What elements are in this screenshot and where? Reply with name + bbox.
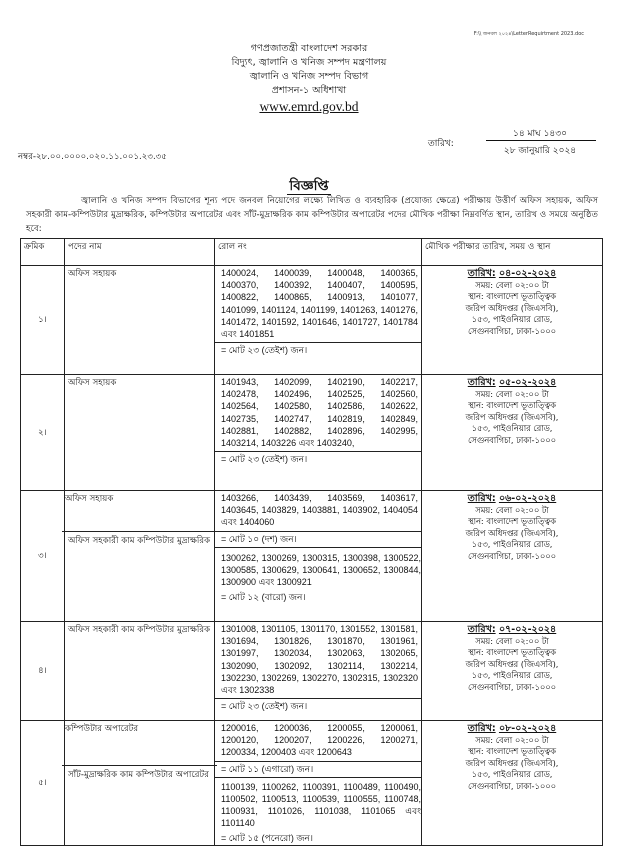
header-schedule: মৌখিক পরীক্ষার তারিখ, সময় ও স্থান [422, 239, 603, 266]
row-serial: ৩। [21, 491, 65, 622]
branch-name: প্রশাসন-১ অধিশাখা [271, 85, 347, 96]
viva-date [424, 624, 600, 636]
header-post: পদের নাম [65, 239, 215, 266]
roll-total: = মোট ১২ (বারো) জন। [221, 592, 306, 603]
table-header-row [21, 239, 603, 266]
row-schedule [422, 622, 603, 721]
table-row [21, 491, 603, 622]
website-link[interactable]: www.emrd.gov.bd [259, 99, 359, 114]
roll-list: 1400024, 1400039, 1400048, 1400365, 1400370, 1400392, 1400407, 1400595, 1400822, 1400865, 1400913, 1401077, 1401099, 1401124, 1401199, 1401263, 1401276, 1401472, 1401592, 1401646, 1401727, 1401784 এবং 1401851 [221, 268, 418, 340]
date-value: ০৫-০২-২০২৪ [498, 377, 557, 388]
date-label: তারিখ: [428, 139, 454, 149]
venue-line: জরিপ অধিদপ্তর (জিএসবি), [465, 658, 559, 669]
memo-number: নম্বর-২৮.০০.০০০০.০২০.১১.০০১.২৩.৩৫ [18, 152, 167, 162]
row-post: অফিস সহকারী কাম কম্পিউটার মুদ্রাক্ষরিক [65, 622, 215, 721]
post-name: অফিস সহকারী কাম কম্পিউটার মুদ্রাক্ষরিক [68, 536, 211, 546]
venue-line: ১৫৩, পাইওনিয়ার রোড, [471, 423, 553, 433]
venue-line: জরিপ অধিদপ্তর (জিএসবি), [465, 302, 559, 313]
viva-time: সময়: বেলা ০২:০০ টা [475, 635, 549, 646]
row-serial: ৪। [21, 622, 65, 721]
govt-name: গণপ্রজাতন্ত্রী বাংলাদেশ সরকার [250, 43, 368, 54]
roll-list: 1401943, 1402099, 1402190, 1402217, 1402478, 1402496, 1402525, 1402560, 1402564, 1402580, 1402586, 1402622, 1402735, 1402747, 1402819, 1402849, 1402881, 1402882, 1402896, 1402995, 1403214, 1403226 এবং 1403240, [221, 377, 418, 449]
row-serial: ১। [21, 266, 65, 375]
header-roll: রোল নং [215, 239, 422, 266]
venue-line: সেগুনবাগিচা, ঢাকা-১০০০ [467, 780, 557, 791]
row-post [65, 721, 215, 846]
roll-total: = মোট ২৩ (তেইশ) জন। [215, 342, 421, 356]
venue-line: সেগুনবাগিচা, ঢাকা-১০০০ [467, 325, 557, 336]
viva-date [424, 723, 600, 735]
venue-line: জরিপ অধিদপ্তর (জিএসবি), [465, 411, 559, 422]
post-name: সাঁট-মুদ্রাক্ষরিক কাম কম্পিউটার অপারেটর [68, 770, 209, 780]
venue-line: জরিপ অধিদপ্তর (জিএসবি), [465, 757, 559, 768]
date-divider [486, 140, 596, 141]
roll-total: = মোট ১৫ (পনেরো) জন। [221, 832, 314, 843]
venue-line: ১৫৩, পাইওনিয়ার রোড, [471, 314, 553, 324]
row-post [65, 491, 215, 622]
roll-total: = মোট ২৩ (তেইশ) জন। [215, 698, 421, 712]
viva-time: সময়: বেলা ০২:০০ টা [475, 388, 549, 399]
notice-intro: জ্বালানি ও খনিজ সম্পদ বিভাগের শূন্য পদে জনবল নিয়োগের লক্ষ্যে লিখিত ও ব্যবহারিক (প্রযোজ্য ক্ষেত্রে) পরীক্ষায় উত্তীর্ণ অফিস সহায়ক, অফিস সহকারী কাম-কম্পিউটার মুদ্রাক্ষরিক, কম্পিউটার অপারেটর এবং সাঁট-মুদ্রাক্ষরিক কাম কম্পিউটার অপারেটর পদের মৌখিক পরীক্ষা নিম্নবর্ণিত স্থান, তারিখ ও সময়ে অনুষ্ঠিত হবে: [26, 196, 598, 234]
row-serial: ২। [21, 375, 65, 491]
division-name: জ্বালানি ও খনিজ সম্পদ বিভাগ [249, 71, 369, 82]
viva-time: সময়: বেলা ০২:০০ টা [475, 734, 549, 745]
viva-date [424, 493, 600, 505]
viva-date [424, 377, 600, 389]
venue-line: ১৫৩, পাইওনিয়ার রোড, [471, 539, 553, 549]
table-row [21, 721, 603, 846]
date-value: ০৬-০২-২০২৪ [498, 493, 557, 504]
roll-total: = মোট ১০ (দশ) জন। [215, 531, 421, 545]
date-value: ০৮-০২-২০২৪ [498, 723, 557, 734]
venue-line: স্থান: বাংলাদেশ ভূতাত্ত্বিক [468, 400, 556, 410]
roll-list: 1200016, 1200036, 1200055, 1200061, 1200120, 1200207, 1200226, 1200271, 1200334, 1200403 এবং 1200643 [221, 723, 418, 758]
roll-list: 1300262, 1300269, 1300315, 1300398, 1300522, 1300585, 1300629, 1300641, 1300652, 1300844, 1300900 এবং 1300921 [215, 547, 421, 589]
letterhead [0, 42, 618, 115]
notice-title-text: বিজ্ঞপ্তি [289, 178, 329, 194]
venue-line: সেগুনবাগিচা, ঢাকা-১০০০ [467, 434, 557, 445]
roll-list: 1403266, 1403439, 1403569, 1403617, 1403645, 1403829, 1403881, 1403902, 1404054 এবং 1404060 [221, 493, 418, 528]
venue-line: স্থান: বাংলাদেশ ভূতাত্ত্বিক [468, 516, 556, 526]
venue-line: ১৫৩, পাইওনিয়ার রোড, [471, 670, 553, 680]
row-schedule [422, 491, 603, 622]
table-row [21, 622, 603, 721]
viva-schedule-table [20, 238, 603, 846]
date-label: তারিখ: [467, 493, 496, 504]
roll-total: = মোট ২৩ (তেইশ) জন। [215, 451, 421, 465]
row-schedule [422, 266, 603, 375]
file-path-footer: F:\\ জনবল ২০২৪\LetterRequirtment 2023.doc [473, 31, 584, 37]
date-english: ২৮ জানুয়ারি ২০২৪ [503, 146, 577, 156]
row-schedule [422, 721, 603, 846]
roll-list: 1301008, 1301105, 1301170, 1301552, 1301581, 1301694, 1301826, 1301870, 1301961, 1301997, 1302034, 1302063, 1302065, 1302090, 1302092, 1302114, 1302214, 1302230, 1302269, 1302270, 1302315, 1302320 এবং 1302338 [221, 624, 418, 696]
post-name: অফিস সহায়ক [62, 491, 217, 532]
date-label: তারিখ: [467, 268, 496, 279]
date-label: তারিখ: [467, 723, 496, 734]
venue-line: স্থান: বাংলাদেশ ভূতাত্ত্বিক [468, 647, 556, 657]
table-row [21, 375, 603, 491]
venue-line: সেগুনবাগিচা, ঢাকা-১০০০ [467, 550, 557, 561]
row-post: অফিস সহায়ক [65, 375, 215, 491]
row-rolls [215, 622, 422, 721]
viva-time: সময়: বেলা ০২:০০ টা [475, 504, 549, 515]
viva-date [424, 268, 600, 280]
row-schedule [422, 375, 603, 491]
venue-line: স্থান: বাংলাদেশ ভূতাত্ত্বিক [468, 746, 556, 756]
venue-line: ১৫৩, পাইওনিয়ার রোড, [471, 769, 553, 779]
venue-line: স্থান: বাংলাদেশ ভূতাত্ত্বিক [468, 291, 556, 301]
viva-time: সময়: বেলা ০২:০০ টা [475, 279, 549, 290]
venue-line: জরিপ অধিদপ্তর (জিএসবি), [465, 527, 559, 538]
roll-total: = মোট ১১ (এগারো) জন। [215, 761, 421, 775]
header-serial: ক্রমিক [21, 239, 65, 266]
row-serial: ৫। [21, 721, 65, 846]
row-rolls [215, 721, 422, 846]
date-bangla: ১৪ মাঘ ১৪৩০ [513, 129, 567, 139]
post-name: কম্পিউটার অপারেটর [62, 721, 217, 766]
date-label: তারিখ: [467, 377, 496, 388]
row-rolls [215, 491, 422, 622]
date-label: তারিখ: [467, 624, 496, 635]
ministry-name: বিদ্যুৎ, জ্বালানি ও খনিজ সম্পদ মন্ত্রণালয় [231, 57, 387, 68]
date-value: ০৭-০২-২০২৪ [498, 624, 557, 635]
row-rolls [215, 375, 422, 491]
date-value: ০৪-০২-২০২৪ [498, 268, 557, 279]
row-rolls [215, 266, 422, 375]
roll-list: 1100139, 1100262, 1100391, 1100489, 1100490, 1100502, 1100513, 1100539, 1100555, 1100748, 1100931, 1101026, 1101038, 1101065 এবং 1101140 [215, 777, 421, 830]
table-row [21, 266, 603, 375]
row-post: অফিস সহায়ক [65, 266, 215, 375]
venue-line: সেগুনবাগিচা, ঢাকা-১০০০ [467, 681, 557, 692]
